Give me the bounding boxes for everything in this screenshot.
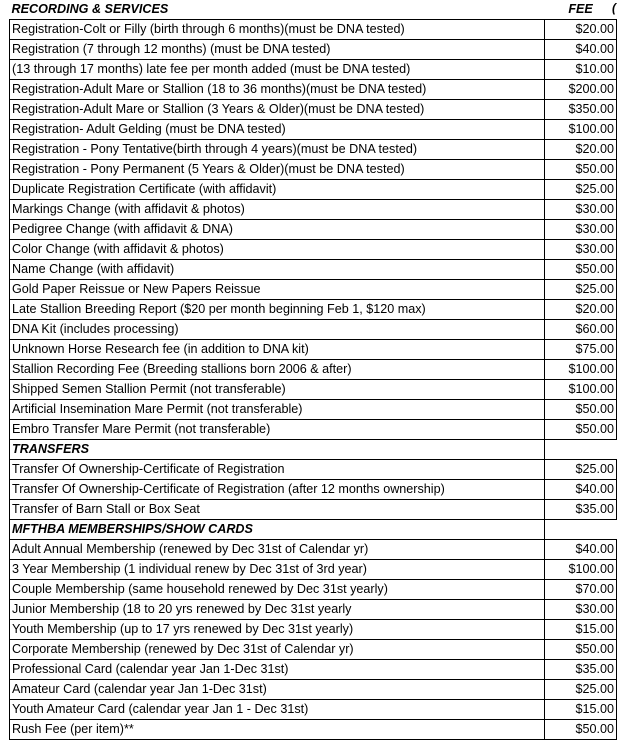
fee-amount: $50.00 bbox=[545, 160, 617, 180]
fee-description: Embro Transfer Mare Permit (not transferable) bbox=[10, 420, 545, 440]
fee-amount: $40.00 bbox=[545, 480, 617, 500]
fee-amount: $30.00 bbox=[545, 600, 617, 620]
fee-description: Registration- Adult Gelding (must be DNA tested) bbox=[10, 120, 545, 140]
fee-row bbox=[10, 620, 617, 640]
fee-schedule-table bbox=[9, 0, 617, 740]
fee-row bbox=[10, 300, 617, 320]
fee-description: (13 through 17 months) late fee per month added (must be DNA tested) bbox=[10, 60, 545, 80]
fee-row bbox=[10, 140, 617, 160]
fee-row bbox=[10, 80, 617, 100]
fee-description: Rush Fee (per item)** bbox=[10, 720, 545, 740]
fee-row bbox=[10, 360, 617, 380]
fee-amount: $25.00 bbox=[545, 180, 617, 200]
fee-row bbox=[10, 580, 617, 600]
fee-description: 3 Year Membership (1 individual renew by Dec 31st of 3rd year) bbox=[10, 560, 545, 580]
fee-amount: $100.00 bbox=[545, 120, 617, 140]
fee-row bbox=[10, 280, 617, 300]
fee-description: Registration - Pony Permanent (5 Years & Older)(must be DNA tested) bbox=[10, 160, 545, 180]
section-fee-blank bbox=[545, 440, 617, 460]
fee-description: Youth Membership (up to 17 yrs renewed by Dec 31st yearly) bbox=[10, 620, 545, 640]
fee-amount: $25.00 bbox=[545, 280, 617, 300]
fee-amount: $35.00 bbox=[545, 500, 617, 520]
fee-amount: $40.00 bbox=[545, 40, 617, 60]
fee-row bbox=[10, 220, 617, 240]
fee-amount: $50.00 bbox=[545, 640, 617, 660]
section-fee-blank bbox=[545, 520, 617, 540]
fee-schedule-body bbox=[10, 0, 617, 740]
fee-amount: $25.00 bbox=[545, 460, 617, 480]
fee-description: Pedigree Change (with affidavit & DNA) bbox=[10, 220, 545, 240]
section-transfers-row bbox=[10, 440, 617, 460]
fee-description: Adult Annual Membership (renewed by Dec 31st of Calendar yr) bbox=[10, 540, 545, 560]
fee-amount: $50.00 bbox=[545, 720, 617, 740]
fee-row bbox=[10, 160, 617, 180]
fee-row bbox=[10, 60, 617, 80]
fee-description: Late Stallion Breeding Report ($20 per month beginning Feb 1, $120 max) bbox=[10, 300, 545, 320]
fee-amount: $30.00 bbox=[545, 240, 617, 260]
fee-description: Transfer Of Ownership-Certificate of Registration (after 12 months ownership) bbox=[10, 480, 545, 500]
header-row bbox=[10, 0, 617, 20]
fee-row bbox=[10, 640, 617, 660]
section-transfers-label: TRANSFERS bbox=[10, 440, 545, 460]
fee-description: Name Change (with affidavit) bbox=[10, 260, 545, 280]
fee-row bbox=[10, 400, 617, 420]
fee-amount: $25.00 bbox=[545, 680, 617, 700]
clipped-column-glyph: ( bbox=[612, 1, 616, 15]
fee-column-heading: FEE bbox=[568, 2, 593, 16]
fee-description: Registration-Adult Mare or Stallion (18 to 36 months)(must be DNA tested) bbox=[10, 80, 545, 100]
fee-description: Corporate Membership (renewed by Dec 31st of Calendar yr) bbox=[10, 640, 545, 660]
fee-row bbox=[10, 20, 617, 40]
fee-row bbox=[10, 700, 617, 720]
fee-amount: $70.00 bbox=[545, 580, 617, 600]
fee-amount: $40.00 bbox=[545, 540, 617, 560]
fee-amount: $20.00 bbox=[545, 20, 617, 40]
fee-row bbox=[10, 480, 617, 500]
fee-amount: $100.00 bbox=[545, 360, 617, 380]
fee-row bbox=[10, 380, 617, 400]
fee-row bbox=[10, 120, 617, 140]
fee-description: Transfer of Barn Stall or Box Seat bbox=[10, 500, 545, 520]
fee-amount: $100.00 bbox=[545, 380, 617, 400]
fee-description: DNA Kit (includes processing) bbox=[10, 320, 545, 340]
fee-row bbox=[10, 100, 617, 120]
fee-row bbox=[10, 340, 617, 360]
fee-row bbox=[10, 660, 617, 680]
fee-amount: $20.00 bbox=[545, 300, 617, 320]
fee-amount: $20.00 bbox=[545, 140, 617, 160]
fee-amount: $10.00 bbox=[545, 60, 617, 80]
fee-amount: $50.00 bbox=[545, 420, 617, 440]
fee-description: Couple Membership (same household renewed by Dec 31st yearly) bbox=[10, 580, 545, 600]
fee-description: Junior Membership (18 to 20 yrs renewed by Dec 31st yearly bbox=[10, 600, 545, 620]
fee-amount: $75.00 bbox=[545, 340, 617, 360]
fee-description: Professional Card (calendar year Jan 1-Dec 31st) bbox=[10, 660, 545, 680]
fee-row bbox=[10, 420, 617, 440]
fee-description: Registration-Colt or Filly (birth through 6 months)(must be DNA tested) bbox=[10, 20, 545, 40]
fee-row bbox=[10, 460, 617, 480]
section-memberships-label: MFTHBA MEMBERSHIPS/SHOW CARDS bbox=[10, 520, 545, 540]
fee-row bbox=[10, 200, 617, 220]
fee-row bbox=[10, 320, 617, 340]
section-memberships-row bbox=[10, 520, 617, 540]
fee-description: Unknown Horse Research fee (in addition to DNA kit) bbox=[10, 340, 545, 360]
fee-description: Shipped Semen Stallion Permit (not transferable) bbox=[10, 380, 545, 400]
fee-row bbox=[10, 180, 617, 200]
fee-row bbox=[10, 240, 617, 260]
fee-row bbox=[10, 680, 617, 700]
fee-description: Transfer Of Ownership-Certificate of Registration bbox=[10, 460, 545, 480]
fee-row bbox=[10, 560, 617, 580]
fee-amount: $50.00 bbox=[545, 260, 617, 280]
fee-description: Duplicate Registration Certificate (with affidavit) bbox=[10, 180, 545, 200]
fee-description: Registration - Pony Tentative(birth through 4 years)(must be DNA tested) bbox=[10, 140, 545, 160]
fee-amount: $15.00 bbox=[545, 700, 617, 720]
fee-description: Registration-Adult Mare or Stallion (3 Years & Older)(must be DNA tested) bbox=[10, 100, 545, 120]
fee-description: Markings Change (with affidavit & photos) bbox=[10, 200, 545, 220]
fee-amount: $30.00 bbox=[545, 220, 617, 240]
fee-description: Color Change (with affidavit & photos) bbox=[10, 240, 545, 260]
fee-row bbox=[10, 720, 617, 740]
fee-description: Gold Paper Reissue or New Papers Reissue bbox=[10, 280, 545, 300]
fee-amount: $15.00 bbox=[545, 620, 617, 640]
fee-amount: $200.00 bbox=[545, 80, 617, 100]
fee-amount: $35.00 bbox=[545, 660, 617, 680]
fee-amount: $50.00 bbox=[545, 400, 617, 420]
section-heading-recording: RECORDING & SERVICES bbox=[11, 2, 169, 16]
fee-description: Artificial Insemination Mare Permit (not transferable) bbox=[10, 400, 545, 420]
fee-description: Stallion Recording Fee (Breeding stallions born 2006 & after) bbox=[10, 360, 545, 380]
fee-amount: $100.00 bbox=[545, 560, 617, 580]
fee-description: Amateur Card (calendar year Jan 1-Dec 31st) bbox=[10, 680, 545, 700]
fee-amount: $30.00 bbox=[545, 200, 617, 220]
fee-description: Youth Amateur Card (calendar year Jan 1 - Dec 31st) bbox=[10, 700, 545, 720]
fee-row bbox=[10, 260, 617, 280]
fee-description: Registration (7 through 12 months) (must be DNA tested) bbox=[10, 40, 545, 60]
fee-amount: $60.00 bbox=[545, 320, 617, 340]
fee-row bbox=[10, 40, 617, 60]
fee-row bbox=[10, 600, 617, 620]
fee-amount: $350.00 bbox=[545, 100, 617, 120]
fee-row bbox=[10, 540, 617, 560]
fee-row bbox=[10, 500, 617, 520]
